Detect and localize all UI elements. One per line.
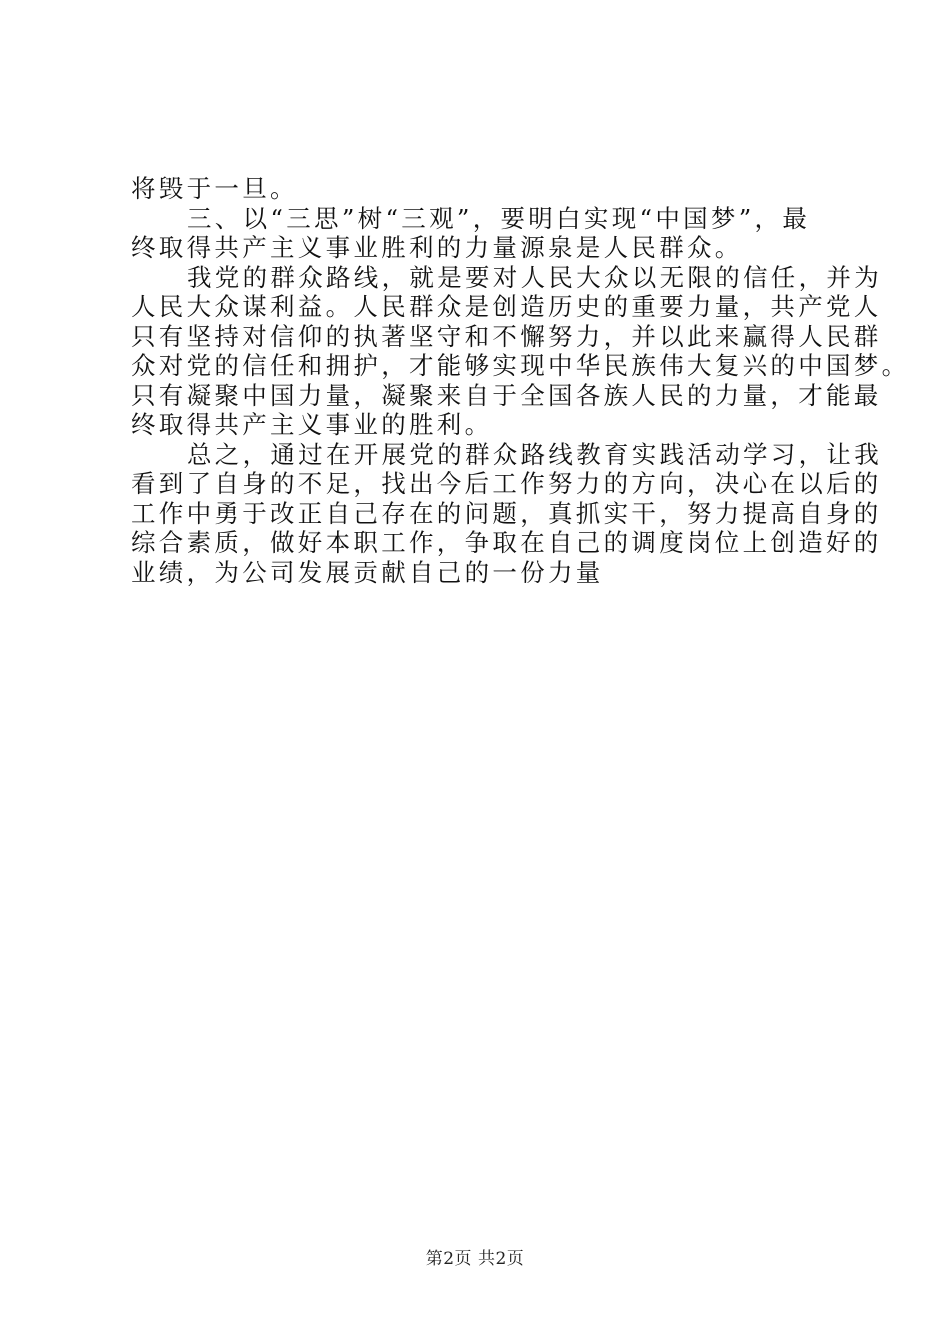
text-line: 业绩，为公司发展贡献自己的一份力量: [131, 557, 604, 587]
text-line: 将毁于一旦。: [131, 174, 298, 203]
text-line: 看到了自身的不足，找出今后工作努力的方向，决心在以后的: [131, 469, 882, 498]
text-line: 只有坚持对信仰的执著坚守和不懈努力，并以此来赢得人民群: [131, 321, 882, 351]
text-line: 三、以“三思”树“三观”，要明白实现“中国梦”，最: [187, 203, 811, 233]
text-line: 众对党的信任和拥护，才能够实现中华民族伟大复兴的中国梦。: [131, 351, 910, 380]
text-line: 终取得共产主义事业的胜利。: [131, 410, 493, 439]
page-number: 第2页 共2页: [425, 1249, 525, 1269]
page-footer: [0, 1244, 950, 1269]
text-line: 人民大众谋利益。人民群众是创造历史的重要力量，共产党人: [131, 292, 882, 321]
document-body: [131, 174, 910, 587]
text-line: 综合素质，做好本职工作，争取在自己的调度岗位上创造好的: [131, 528, 882, 557]
text-line: 总之，通过在开展党的群众路线教育实践活动学习，让我: [187, 439, 882, 469]
text-line: 只有凝聚中国力量，凝聚来自于全国各族人民的力量，才能最: [131, 380, 882, 410]
text-line: 工作中勇于改正自己存在的问题，真抓实干，努力提高自身的: [131, 498, 882, 528]
text-line: 我党的群众路线，就是要对人民大众以无限的信任，并为: [187, 262, 882, 292]
text-line: 终取得共产主义事业胜利的力量源泉是人民群众。: [131, 233, 743, 262]
